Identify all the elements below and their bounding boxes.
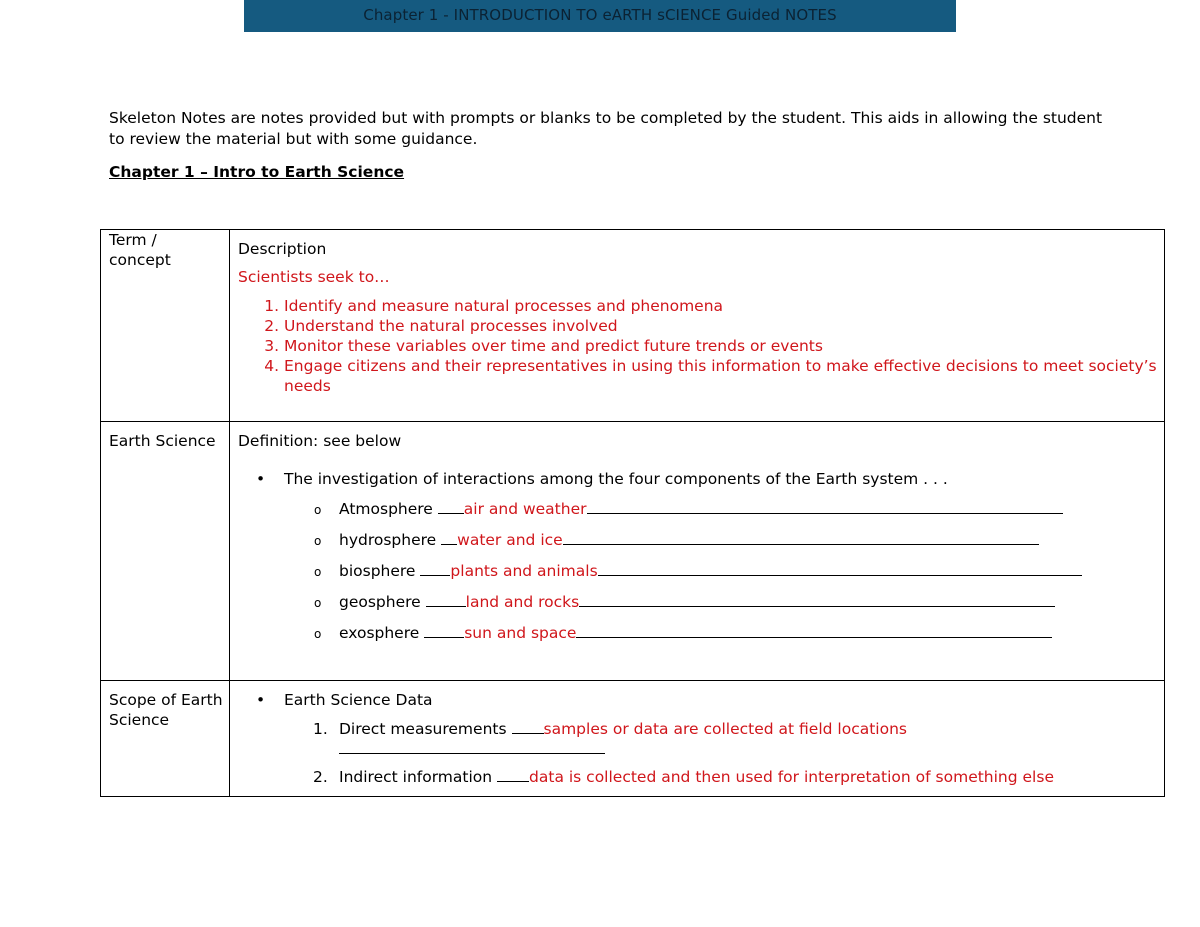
item-answer: samples or data are collected at field locations — [543, 720, 907, 738]
component-name: geosphere — [339, 593, 421, 611]
blank-line — [424, 623, 464, 638]
circle-bullet-icon: o — [314, 596, 322, 610]
scientist-goals-list — [230, 296, 1164, 396]
list-item — [230, 561, 1164, 592]
circle-bullet-icon: o — [314, 627, 322, 641]
item-answer: data is collected and then used for interpretation of something else — [529, 768, 1054, 786]
blank-line — [563, 530, 1039, 545]
term-cell — [101, 230, 230, 422]
blank-line — [576, 623, 1052, 638]
blank-line — [497, 767, 529, 782]
description-cell — [230, 422, 1165, 681]
bullet-text: The investigation of interactions among the four components of the Earth system . . . — [284, 470, 948, 488]
circle-bullet-icon: o — [314, 503, 322, 517]
component-name: Atmosphere — [339, 500, 433, 518]
document-title: Chapter 1 - INTRODUCTION TO eARTH sCIENCE Guided NOTES — [363, 6, 837, 24]
list-item: 1. Identify and measure natural processes and phenomena — [284, 296, 1164, 316]
term-label: Scope of Earth Science — [109, 691, 223, 729]
blank-line — [587, 499, 1063, 514]
circle-bullet-icon: o — [314, 565, 322, 579]
item-label: Indirect information — [339, 768, 493, 786]
list-item — [230, 469, 1164, 489]
intro-paragraph: Skeleton Notes are notes provided but with prompts or blanks to be completed by the student. This aids in allowing the student to review the material but with some guidance. — [109, 109, 1103, 148]
list-item: 3. Monitor these variables over time and predict future trends or events — [284, 336, 1164, 356]
blank-line — [420, 561, 450, 576]
item-number: 1. — [313, 720, 328, 738]
list-item — [230, 499, 1164, 530]
bullet-text: Earth Science Data — [284, 691, 433, 709]
list-item — [230, 690, 1164, 710]
component-answer: water and ice — [457, 531, 563, 549]
blank-line — [441, 530, 457, 545]
table-row — [101, 230, 1165, 422]
blank-line — [438, 499, 464, 514]
component-name: biosphere — [339, 562, 416, 580]
blank-line — [579, 592, 1055, 607]
component-answer: land and rocks — [465, 593, 580, 611]
notes-table — [100, 229, 1165, 797]
term-label: Earth Science — [109, 432, 216, 450]
list-item — [230, 530, 1164, 561]
item-label: Direct measurements — [339, 720, 507, 738]
blank-line — [512, 719, 544, 734]
definition-text: Definition: see below — [238, 432, 402, 450]
component-name: hydrosphere — [339, 531, 437, 549]
blank-line — [598, 561, 1082, 576]
components-list — [230, 499, 1164, 654]
component-answer: plants and animals — [450, 562, 598, 580]
blank-line — [426, 592, 466, 607]
bullet-icon: • — [256, 470, 266, 488]
term-cell — [101, 681, 230, 797]
blank-line — [339, 739, 605, 754]
description-cell — [230, 230, 1165, 422]
table-row — [101, 681, 1165, 797]
bullet-icon: • — [256, 691, 266, 709]
term-cell — [101, 422, 230, 681]
scientists-lead: Scientists seek to… — [238, 268, 390, 286]
list-item: 4. Engage citizens and their representatives in using this information to make effective decisions to meet society’s needs — [284, 356, 1164, 396]
description-label: Description — [238, 240, 327, 258]
component-answer: sun and space — [464, 624, 577, 642]
term-label: Term / concept — [109, 231, 171, 269]
list-item — [230, 592, 1164, 623]
description-cell — [230, 681, 1165, 797]
answer-blank — [230, 739, 1164, 759]
component-answer: air and weather — [463, 500, 587, 518]
circle-bullet-icon: o — [314, 534, 322, 548]
table-row — [101, 422, 1165, 681]
list-item: 2. Understand the natural processes involved — [284, 316, 1164, 336]
list-item — [230, 767, 1164, 787]
header-banner — [244, 0, 956, 32]
chapter-heading: Chapter 1 – Intro to Earth Science — [109, 163, 405, 181]
component-name: exosphere — [339, 624, 420, 642]
list-item — [230, 623, 1164, 654]
item-number: 2. — [313, 768, 328, 786]
list-item — [230, 719, 1164, 739]
